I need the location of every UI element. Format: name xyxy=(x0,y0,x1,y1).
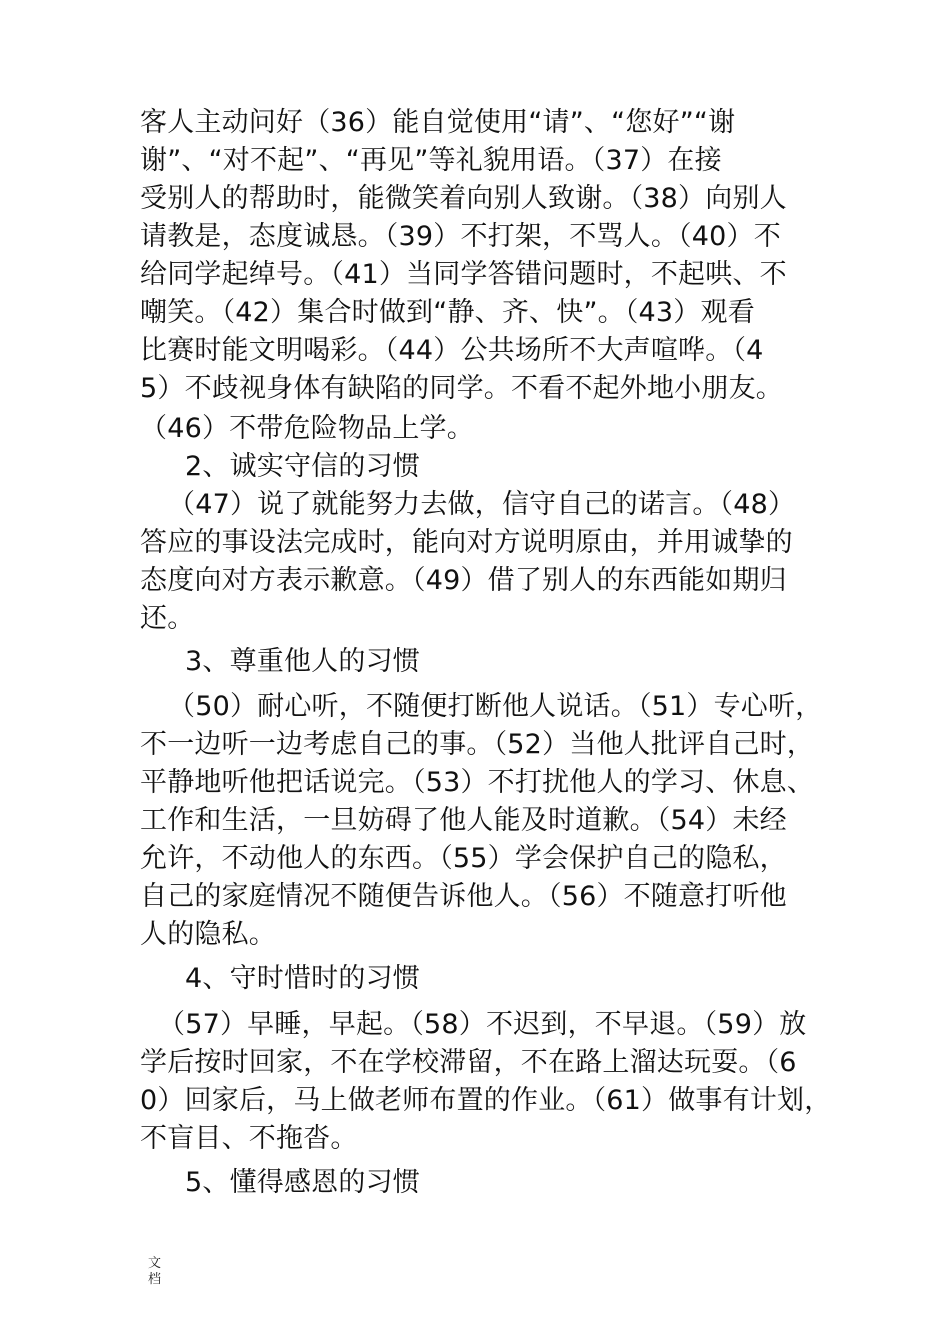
text-line: 请教是，态度诚恳。（39）不打架，不骂人。（40）不 xyxy=(140,221,781,252)
text-line: 受别人的帮助时，能微笑着向别人致谢。（38）向别人 xyxy=(140,183,787,214)
text-line: 给同学起绰号。（41）当同学答错问题时，不起哄、不 xyxy=(140,259,787,290)
text-line: 谢”、“对不起”、“再见”等礼貌用语。（37）在接 xyxy=(140,145,722,176)
text-line: 自己的家庭情况不随便告诉他人。（56）不随意打听他 xyxy=(140,881,787,912)
text-line: 允许，不动他人的东西。（55）学会保护自己的隐私， xyxy=(140,843,787,874)
text-line: 工作和生活，一旦妨碍了他人能及时道歉。（54）未经 xyxy=(140,805,787,836)
text-line: 嘲笑。（42）集合时做到“静、齐、快”。（43）观看 xyxy=(140,297,755,328)
text-line: 不盲目、不拖沓。 xyxy=(140,1123,358,1154)
footer-label: 文档 xyxy=(148,1256,162,1287)
text-line: 0）回家后，马上做老师布置的作业。（61）做事有计划， xyxy=(140,1085,832,1116)
text-line: 客人主动问好（36）能自觉使用“请”、“您好”“谢 xyxy=(140,107,736,138)
text-line: 比赛时能文明喝彩。（44）公共场所不大声喧哗。（4 xyxy=(140,335,764,366)
text-line: 答应的事设法完成时，能向对方说明原由，并用诚挚的 xyxy=(140,527,793,558)
section-heading-honesty: 2、诚实守信的习惯 xyxy=(185,451,420,482)
text-line: 5）不歧视身体有缺陷的同学。不看不起外地小朋友。 xyxy=(140,373,783,404)
section-heading-respect: 3、尊重他人的习惯 xyxy=(185,646,420,677)
section-heading-punctuality: 4、守时惜时的习惯 xyxy=(185,963,420,994)
text-line: 学后按时回家，不在学校滞留，不在路上溜达玩耍。（6 xyxy=(140,1047,797,1078)
text-line: （50）耐心听，不随便打断他人说话。（51）专心听， xyxy=(168,691,823,722)
text-line: （47）说了就能努力去做，信守自己的诺言。（48） xyxy=(168,489,796,520)
text-line: 还。 xyxy=(140,603,195,634)
text-line: （46）不带危险物品上学。 xyxy=(140,413,474,444)
text-line: 态度向对方表示歉意。（49）借了别人的东西能如期归 xyxy=(140,565,787,596)
text-line: 平静地听他把话说完。（53）不打扰他人的学习、休息、 xyxy=(140,767,815,798)
text-line: 人的隐私。 xyxy=(140,919,276,950)
text-line: （57）早睡，早起。（58）不迟到，不早退。（59）放 xyxy=(158,1009,807,1040)
text-line: 不一边听一边考虑自己的事。（52）当他人批评自己时， xyxy=(140,729,815,760)
section-heading-gratitude: 5、懂得感恩的习惯 xyxy=(185,1167,420,1198)
